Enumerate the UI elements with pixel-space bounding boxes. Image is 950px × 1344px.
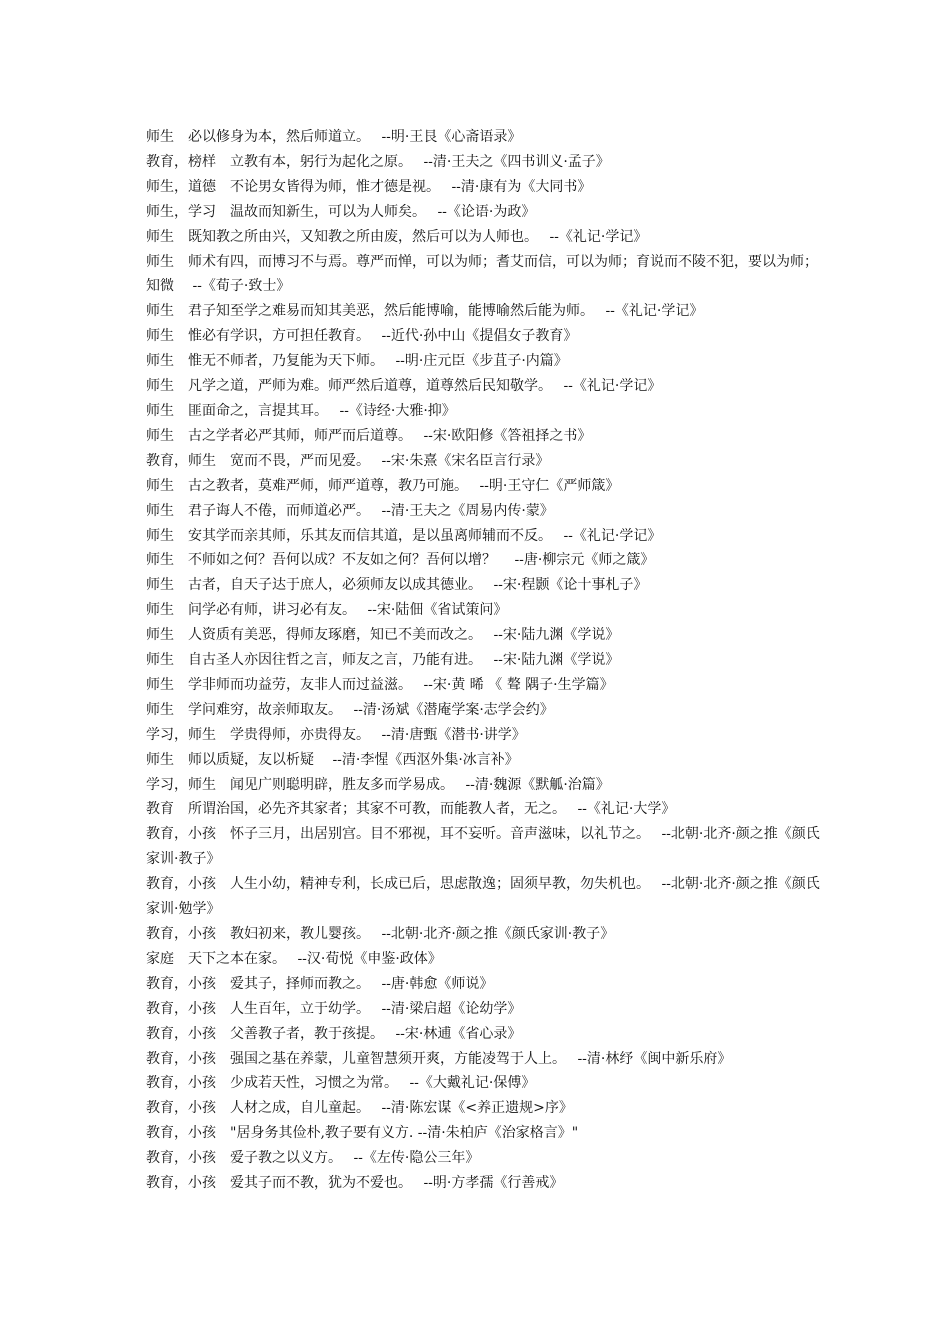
quote-line: 师生 安其学而亲其师，乐其友而信其道，是以虽离师辅而不反。 --《礼记·学记》 xyxy=(146,527,662,544)
quote-line: 师生 必以修身为本，然后师道立。 --明·王艮《心斋语录》 xyxy=(146,129,522,145)
quote-line: 师生，道德 不论男女皆得为师，惟才德是视。 --清·康有为《大同书》 xyxy=(146,178,592,195)
quote-line: 教育 所谓治国，必先齐其家者；其家不可教，而能教人者，无之。 --《礼记·大学》 xyxy=(146,801,676,818)
quote-line: 教育，小孩 父善教子者，教于孩提。 --宋·林逋《省心录》 xyxy=(146,1025,522,1042)
quote-line: 师生 古者，自天子达于庶人，必须师友以成其德业。 --宋·程颢《论十事札子》 xyxy=(146,577,648,594)
quote-line: 师生 问学必有师，讲习必有友。 --宋·陆佃《省试策问》 xyxy=(146,602,508,619)
quote-line: 师生 君子诲人不倦，而师道必严。 --清·王夫之《周易内传·蒙》 xyxy=(146,502,554,519)
quote-line: 师生 惟无不师者，乃复能为天下师。 --明·庄元臣《步苴子·内篇》 xyxy=(146,353,568,370)
quote-line: 教育，小孩 少成若天性，习惯之为常。 --《大戴礼记·保傅》 xyxy=(146,1075,536,1092)
quote-line: 师生 既知教之所由兴，又知教之所由废，然后可以为人师也。 --《礼记·学记》 xyxy=(146,228,648,245)
document-body xyxy=(146,125,826,1196)
quote-line: 师生 人资质有美恶，得师友琢磨，知已不美而改之。 --宋·陆九渊《学说》 xyxy=(146,627,620,644)
quote-line: 教育，小孩 人材之成，自儿童起。 --清·陈宏谋《<养正遗规>序》 xyxy=(146,1100,573,1117)
quote-line: 师生 惟必有学识，方可担任教育。 --近代·孙中山《提倡女子教育》 xyxy=(146,328,578,345)
quote-line: 教育，小孩 教妇初来，教儿婴孩。 --北朝·北齐·颜之推《颜氏家训·教子》 xyxy=(146,926,615,942)
quote-line: 教育，小孩 "居身务其俭朴,教子要有义方. --清·朱柏庐《治家格言》" xyxy=(146,1125,579,1142)
quote-line: 教育，小孩 人生百年，立于幼学。 --清·梁启超《论幼学》 xyxy=(146,1000,522,1017)
quote-line: 师生 君子知至学之难易而知其美恶，然后能博喻，能博喻然后能为师。 --《礼记·学记》 xyxy=(146,303,704,320)
quote-line: 教育，小孩 强国之基在养蒙，儿童智慧须开爽，方能凌驾于人上。 --清·林纾《闽中新乐府》 xyxy=(146,1050,732,1067)
quote-line: 师生 古之教者，莫难严师，师严道尊，教乃可施。 --明·王守仁《严师箴》 xyxy=(146,477,620,494)
quote-line: 师生 学非师而功益劳，友非人而过益滋。 --宋·黄 晞 《 聱 隅子·生学篇》 xyxy=(146,676,614,693)
quote-line: 教育，榜样 立教有本，躬行为起化之原。 --清·王夫之《四书训义·孟子》 xyxy=(146,153,610,170)
quote-line: 教育，小孩 怀子三月，出居别宫。目不邪视，耳不妄听。音声滋味，以礼节之。 --北朝·北齐·颜之推《颜氏家训·教子》 xyxy=(146,826,820,868)
quote-line: 师生 匪面命之，言提其耳。 --《诗经·大雅·抑》 xyxy=(146,402,456,419)
quote-line: 师生 师术有四，而博习不与焉。尊严而惮，可以为师；耆艾而信，可以为师；育说而不陵不犯，要以为师；知微 --《荀子·致士》 xyxy=(146,253,818,295)
quote-line: 师生，学习 温故而知新生，可以为人师矣。 --《论语·为政》 xyxy=(146,203,536,220)
quote-line: 学习，师生 学贵得师，亦贵得友。 --清·唐甄《潜书·讲学》 xyxy=(146,726,526,743)
quote-line: 教育，小孩 爱其子，择师而教之。 --唐·韩愈《师说》 xyxy=(146,975,494,992)
quote-line: 教育，师生 宽而不畏，严而见爱。 --宋·朱熹《宋名臣言行录》 xyxy=(146,452,550,469)
quote-line: 教育，小孩 爱其子而不教，犹为不爱也。 --明·方孝孺《行善戒》 xyxy=(146,1175,564,1192)
quote-line: 师生 不师如之何？吾何以成？不友如之何？吾何以增？ --唐·柳宗元《师之箴》 xyxy=(146,552,655,569)
quote-line: 师生 学问难穷，故亲师取友。 --清·汤斌《潜庵学案·志学会约》 xyxy=(146,701,554,718)
quote-line: 师生 古之学者必严其师，师严而后道尊。 --宋·欧阳修《答祖择之书》 xyxy=(146,427,592,444)
quote-line: 家庭 天下之本在家。 --汉·荀悦《申鉴·政体》 xyxy=(146,950,442,967)
quote-line: 学习，师生 闻见广则聪明辟，胜友多而学易成。 --清·魏源《默觚·治篇》 xyxy=(146,776,610,793)
quote-line: 教育，小孩 爱子教之以义方。 --《左传·隐公三年》 xyxy=(146,1150,480,1167)
quote-line: 师生 自古圣人亦因往哲之言，师友之言，乃能有进。 --宋·陆九渊《学说》 xyxy=(146,652,620,669)
quote-line: 师生 凡学之道，严师为难。师严然后道尊，道尊然后民知敬学。 --《礼记·学记》 xyxy=(146,378,662,395)
quote-line: 师生 师以质疑，友以析疑 --清·李惺《西沤外集·冰言补》 xyxy=(146,751,519,768)
quote-line: 教育，小孩 人生小幼，精神专利，长成已后，思虑散逸；固须早教，勿失机也。 --北朝·北齐·颜之推《颜氏家训·勉学》 xyxy=(146,876,820,918)
